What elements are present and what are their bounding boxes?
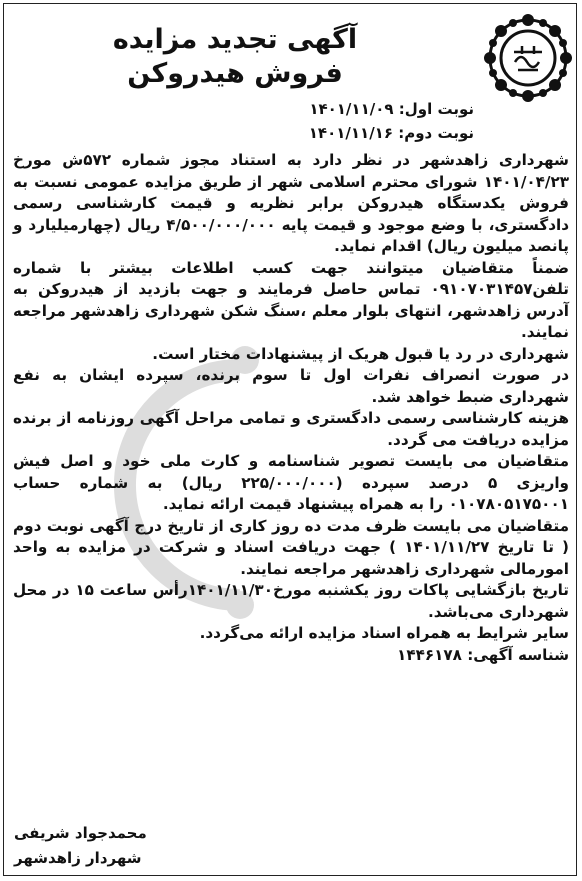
paragraph-documents: متقاضیان می بایست تصویر شناسنامه و کارت ملی خود و اصل فیش واریزی ۵ درصد سپرده (۲۲۵/۰۰۰/۰۰۰ ریال) به شماره حساب ۰۱۰۷۸۰۵۱۷۵۰۰۱ را به همراه پیشنهاد قیمت ارائه نماید.: [13, 452, 569, 513]
signature-name: محمدجواد شریفی: [14, 824, 147, 842]
notice-subtitle: فروش هیدروکن: [127, 58, 343, 89]
first-turn-date: نوبت اول: ۱۴۰۱/۱۱/۰۹: [309, 100, 474, 118]
paragraph-costs: هزینه کارشناسی رسمی دادگستری و تمامی مراحل آگهی روزنامه از برنده مزایده دریافت می گردد.: [13, 409, 569, 449]
notice-title: آگهی تجدید مزایده: [112, 24, 358, 55]
paragraph-acceptance: شهرداری در رد یا قبول هریک از پیشنهادات مختار است.: [152, 344, 569, 363]
notice-id: شناسه آگهی: ۱۴۴۶۱۷۸: [397, 645, 569, 664]
paragraph-deadline: متقاضیان می بایست ظرف مدت ده روز کاری از تاریخ درج آگهی نوبت دوم ( تا تاریخ ۱۴۰۱/۱۱/۲۷ ) جهت دریافت اسناد و شرکت در مزایده به واحد امورمالی شهرداری زاهدشهر مراجعه نمایند.: [13, 516, 569, 578]
paragraph-license: شهرداری زاهدشهر در نظر دارد به استناد مجوز شماره ۵۷۲ش مورخ ۱۴۰۱/۰۴/۲۳ شورای محترم اسلامی شهر از طریق مزایده عمومی نسبت به فروش یکدستگاه هیدروکن برابر نظریه و قیمت کارشناسی رسمی دادگستری، با وضع موجود و قیمت پایه ۴/۵۰۰/۰۰۰/۰۰۰ ریال (چهارمیلیارد و پانصد میلیون ریال) اقدام نماید.: [13, 151, 569, 255]
notice-body: [13, 150, 569, 666]
paragraph-opening: تاریخ بازگشایی پاکات روز یکشنبه مورخ۱۴۰۱/۱۱/۳۰رأس ساعت ۱۵ در محل شهرداری می‌باشد.: [13, 581, 569, 621]
second-turn-date: نوبت دوم: ۱۴۰۱/۱۱/۱۶: [308, 124, 474, 142]
paragraph-terms: سایر شرایط به همراه اسناد مزایده ارائه می‌گردد.: [199, 624, 569, 642]
paragraph-contact: ضمناً متقاضیان میتوانند جهت کسب اطلاعات بیشتر با شماره تلفن۰۹۱۰۷۰۳۱۴۵۷ تماس حاصل فرمایند و جهت بازدید از هیدروکن به آدرس زاهدشهر، انتهای بلوار معلم ،سنگ شکن شهرداری زاهدشهر مراجعه نمایند.: [13, 258, 569, 341]
paragraph-withdrawal: در صورت انصراف نفرات اول تا سوم برنده، سپرده ایشان به نفع شهرداری ضبط خواهد شد.: [13, 366, 569, 406]
municipality-logo-icon: [482, 12, 574, 104]
signature-title: شهردار زاهدشهر: [14, 849, 142, 867]
